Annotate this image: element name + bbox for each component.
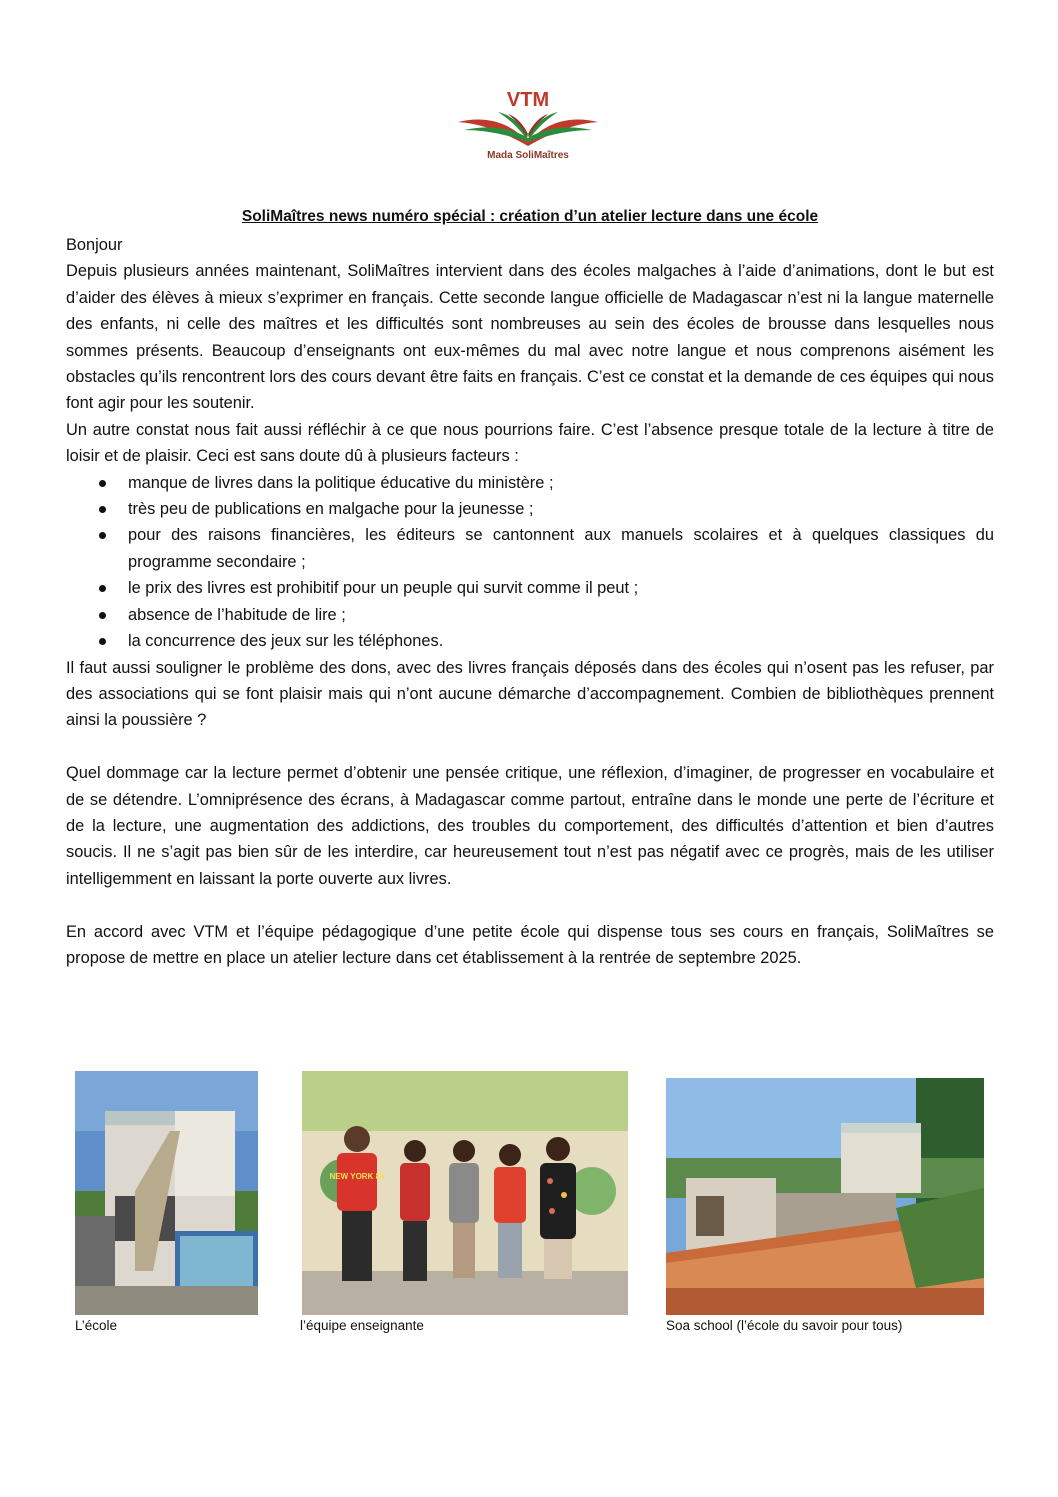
paragraph-intro: Depuis plusieurs années maintenant, SoliMaîtres intervient dans des écoles malgaches à l’aide d’animations, dont le but est d’aider des élèves à mieux s’exprimer en français. Cette seconde langue officielle de Madagascar n’est ni la langue maternelle des enfants, ni celle des maîtres et les difficultés sont nombreuses au sein des écoles de brousse dans lesquelles nous sommes présents. Beaucoup d’enseignants ont eux-mêmes du mal avec notre langue et nous comprenons aisément les obstacles qu’ils rencontrent lors des cours devant être faits en français. C’est ce constat et la demande de ces équipes qui nous font agir pour les soutenir. [66,262,994,413]
list-item: pour des raisons financières, les éditeurs se cantonnent aux manuels scolaires et à quelques classiques du programme secondaire ; [66,522,994,575]
page-title: SoliMaîtres news numéro spécial : création d’un atelier lecture dans une école [241,208,819,225]
list-item: le prix des livres est prohibitif pour un peuple qui survit comme il peut ; [66,575,994,601]
list-item: très peu de publications en malgache pour la jeunesse ; [66,496,994,522]
logo-subtitle: Mada SoliMaîtres [487,150,569,161]
greeting: Bonjour [66,236,123,254]
article-body [66,232,994,971]
shirt-text: NEW YORK 86 [329,1172,385,1181]
list-item: absence de l’habitude de lire ; [66,602,994,628]
paragraph-reading-absence: Un autre constat nous fait aussi réfléchir à ce que nous pourrions faire. C’est l’absence presque totale de la lecture à titre de loisir et de plaisir. Ceci est sans doute dû à plusieurs facteurs : [66,420,994,466]
paragraph-donations: Il faut aussi souligner le problème des dons, avec des livres français déposés dans des écoles qui n’osent pas les refuser, par des associations qui se font plaisir mais qui n’ont aucune démarche d’accompagnement. Combien de bibliothèques prennent ainsi la poussière ? [66,658,994,730]
logo-brand: VTM [506,89,550,111]
list-item: la concurrence des jeux sur les téléphones. [66,628,994,654]
school-photo-caption: L’école [75,1318,118,1333]
list-item: manque de livres dans la politique éducative du ministère ; [66,470,994,496]
school-photo [75,1071,258,1315]
paragraph-agreement: En accord avec VTM et l’équipe pédagogique d’une petite école qui dispense tous ses cours en français, SoliMaîtres se propose de mettre en place un atelier lecture dans cet établissement à la rentrée de septembre 2025. [66,922,994,967]
team-photo [302,1071,628,1315]
factors-list [66,470,994,655]
paragraph-screens: Quel dommage car la lecture permet d’obtenir une pensée critique, une réflexion, d’imaginer, de progresser en vocabulaire et de se détendre. L’omniprésence des écrans, à Madagascar comme partout, entraîne dans le monde une perte de l’écriture et de la lecture, une augmentation des addictions, des troubles du comportement, des difficultés d’attention et bien d’autres soucis. Il ne s’agit pas bien sûr de les interdire, car heureusement tout n’est pas négatif avec ce progrès, mais de les utiliser intelligemment en laissant la porte ouverte aux livres. [66,764,994,888]
soa-school-photo-caption: Soa school (l’école du savoir pour tous) [666,1318,903,1333]
soa-school-photo [666,1078,984,1315]
vtm-logo [450,82,606,162]
team-photo-caption: l’équipe enseignante [300,1318,424,1333]
